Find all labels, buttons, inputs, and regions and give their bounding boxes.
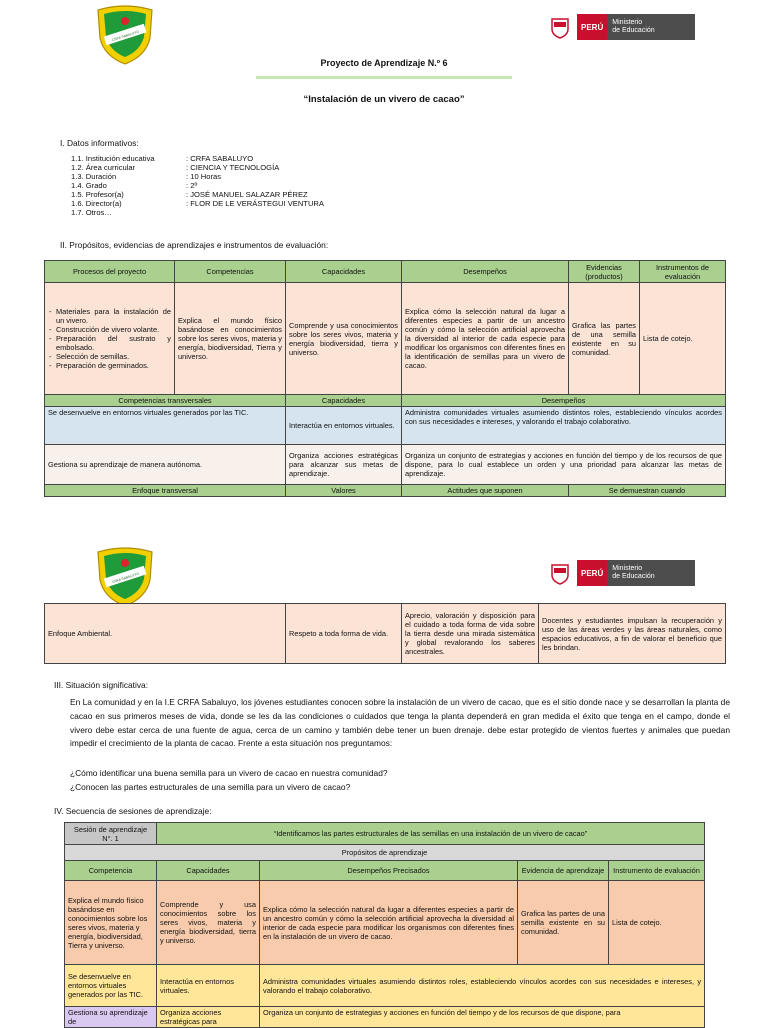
col-header: Competencias <box>175 261 286 283</box>
col-header: Desempeños Precisados <box>260 861 518 881</box>
school-crest-logo <box>92 546 158 608</box>
transversal-capacidad: Organiza acciones estratégicas para alcanzar sus metas de aprendizaje. <box>286 445 402 485</box>
enfoque-header: Se demuestran cuando <box>569 485 726 497</box>
sesion-competencia: Se desenvuelve en entornos virtuales generados por las TIC. <box>65 965 157 1007</box>
svg-text:CRFA SABALUYO: CRFA SABALUYO <box>111 571 140 585</box>
datos-value: : JOSÉ MANUEL SALAZAR PÉREZ <box>186 190 308 199</box>
datos-label: 1.4. Grado <box>71 181 107 190</box>
sesion-desempeno: Organiza un conjunto de estrategias y acciones en función del tiempo y de los recursos de que dispone, para <box>260 1007 705 1028</box>
session-label: Sesión de aprendizaje N°. 1 <box>65 823 157 845</box>
section4-heading: IV. Secuencia de sesiones de aprendizaje: <box>54 806 212 816</box>
col-header: Evidencia de aprendizaje <box>518 861 609 881</box>
sesion-capacidad: Comprende y usa conocimientos sobre los seres vivos, materia y energía biodiversidad, tierra y universo. <box>157 881 260 965</box>
transversal-header: Desempeños <box>402 395 726 407</box>
col-header: Evidencias (productos) <box>569 261 640 283</box>
project-subtitle: “Instalación de un vivero de cacao” <box>303 94 465 105</box>
enfoque-valor: Respeto a toda forma de vida. <box>286 604 402 664</box>
datos-row <box>71 190 371 199</box>
datos-row <box>71 163 371 172</box>
transversal-desempeno: Organiza un conjunto de estrategias y acciones en función del tiempo y de los recursos de que dispone, para lo cual establece un orden y una prioridad para alcanzar las metas de aprendizaje. <box>402 445 726 485</box>
sesion-evidencia: Grafica las partes de una semilla existente en su comunidad. <box>518 881 609 965</box>
enfoque-name: Enfoque Ambiental. <box>45 604 286 664</box>
enfoque-header: Enfoque transversal <box>45 485 286 497</box>
propositos-header: Propósitos de aprendizaje <box>65 845 705 861</box>
datos-row <box>71 208 371 217</box>
competencia-cell: Explica el mundo físico basándose en conocimientos sobre los seres vivos, materia y energía, biodiversidad, Tierra y universo. <box>175 283 286 395</box>
sesion-table <box>64 822 705 1028</box>
sesion-capacidad: Interactúa en entornos virtuales. <box>157 965 260 1007</box>
datos-value: : FLOR DE LE VERÁSTEGUI VENTURA <box>186 199 324 208</box>
question-2: ¿Conocen las partes estructurales de una semilla para un vivero de cacao? <box>70 782 351 792</box>
transversal-competencia: Gestiona su aprendizaje de manera autónoma. <box>45 445 286 485</box>
svg-text:CRFA SABALUYO: CRFA SABALUYO <box>111 29 140 43</box>
transversal-competencia: Se desenvuelve en entornos virtuales generados por las TIC. <box>45 407 286 445</box>
enfoque-header: Valores <box>286 485 402 497</box>
col-header: Capacidades <box>286 261 402 283</box>
question-1: ¿Cómo identificar una buena semilla para un vivero de cacao en nuestra comunidad? <box>70 768 388 778</box>
col-header: Capacidades <box>157 861 260 881</box>
sesion-instrumento: Lista de cotejo. <box>609 881 705 965</box>
section1-heading: I. Datos informativos: <box>60 138 139 148</box>
datos-label: 1.5. Profesor(a) <box>71 190 124 199</box>
col-header: Instrumentos de evaluación <box>640 261 726 283</box>
peru-label: PERÚ <box>577 14 607 40</box>
situacion-paragraph: En La comunidad y en la I.E CRFA Sabaluyo, los jóvenes estudiantes conocen sobre la instalación de un vivero de cacao, que es el sitio donde nace y se desarrollan la planta de cacao en sus primeros meses de vida, donde se les da las condiciones o cuidados que tenga la planta dependerá en gran medida el éxito que tenga en el campo, donde el vivero debe estar cerca de una fuente de agua, cerca de un camino y también debe tener un buen drenaje. debe estar protegido de vientos fuertes y animales que puedan impedir el crecimiento de la planta de cacao. Frente a esta situación nos preguntamos: <box>70 697 730 749</box>
datos-value: : CIENCIA Y TECNOLOGÍA <box>186 163 280 172</box>
transversal-desempeno: Administra comunidades virtuales asumiendo distintos roles, estableciendo vínculos acordes con sus necesidades e intereses, y valorando el trabajo colaborativo. <box>402 407 726 445</box>
col-header: Desempeños <box>402 261 569 283</box>
proposito-table <box>44 260 726 497</box>
evidencia-cell: Grafica las partes de una semilla existente en su comunidad. <box>569 283 640 395</box>
sesion-competencia: Gestiona su aprendizaje de <box>65 1007 157 1028</box>
sesion-competencia: Explica el mundo físico basándose en conocimientos sobre los seres vivos, materia y energía, biodiversidad, Tierra y universo. <box>65 881 157 965</box>
peru-shield-icon <box>549 15 571 39</box>
datos-row <box>71 181 371 190</box>
datos-value: : 10 Horas <box>186 172 222 181</box>
datos-list <box>71 154 371 217</box>
datos-value: : 2º <box>186 181 198 190</box>
session-title: “Identificamos las partes estructurales de las semillas en una instalación de un vivero de cacao” <box>157 823 705 845</box>
datos-row <box>71 154 371 163</box>
enfoque-demuestra: Docentes y estudiantes impulsan la recuperación y uso de las áreas verdes y las áreas naturales, como espacios educativos, a fin de valorar el beneficio que les brindan. <box>539 604 726 664</box>
enfoque-header: Actitudes que suponen <box>402 485 569 497</box>
project-title: Proyecto de Aprendizaje N.º 6 <box>320 58 448 68</box>
datos-label: 1.2. Área curricular <box>71 163 136 172</box>
sesion-capacidad: Organiza acciones estratégicas para <box>157 1007 260 1028</box>
datos-row <box>71 199 371 208</box>
peru-shield-icon <box>549 561 571 585</box>
section2-heading: II. Propósitos, evidencias de aprendizajes e instrumentos de evaluación: <box>60 240 329 250</box>
datos-label: 1.1. Institución educativa <box>71 154 155 163</box>
sesion-desempeno: Administra comunidades virtuales asumiendo distintos roles, estableciendo vínculos acordes con sus necesidades e intereses, y valorando el trabajo colaborativo. <box>260 965 705 1007</box>
school-crest-logo <box>92 4 158 66</box>
datos-row <box>71 172 371 181</box>
datos-label: 1.7. Otros… <box>71 208 112 217</box>
capacidades-cell: Comprende y usa conocimientos sobre los seres vivos, materia y energía biodiversidad, tierra y universo. <box>286 283 402 395</box>
desempeno-cell: Explica cómo la selección natural da lugar a diferentes especies a partir de un ancestro común y cómo la selección artificial aprovecha la diversidad al interior de cada especie para modificar los organismos con diferentes fines en la identificación de semillas para un vivero de cacao. <box>402 283 569 395</box>
transversal-header: Capacidades <box>286 395 402 407</box>
instrumento-cell: Lista de cotejo. <box>640 283 726 395</box>
minedu-logo <box>549 14 695 40</box>
peru-label: PERÚ <box>577 560 607 586</box>
title-underline <box>256 76 512 79</box>
datos-label: 1.3. Duración <box>71 172 117 181</box>
ministry-label: Ministerio de Educación <box>607 560 695 586</box>
enfoque-actitud: Aprecio, valoración y disposición para el cuidado a toda forma de vida sobre la tierra desde una mirada sistemática y global revalorando los saberes ancestrales. <box>402 604 539 664</box>
col-header: Procesos del proyecto <box>45 261 175 283</box>
datos-value: : CRFA SABALUYO <box>186 154 254 163</box>
section3-heading: III. Situación significativa: <box>54 680 149 690</box>
col-header: Instrumento de evaluación <box>609 861 705 881</box>
col-header: Competencia <box>65 861 157 881</box>
enfoque-table <box>44 603 726 664</box>
datos-label: 1.6. Director(a) <box>71 199 122 208</box>
transversal-header: Competencias transversales <box>45 395 286 407</box>
ministry-label: Ministerio de Educación <box>607 14 695 40</box>
procesos-cell: - Materiales para la instalación de un vivero. - Construcción de vivero volante. - Preparación del sustrato y embolsado. - Selección de semillas. - Preparación de germinados. <box>45 283 175 395</box>
sesion-desempeno: Explica cómo la selección natural da lugar a diferentes especies a partir de un ancestro común y cómo la selección artificial aprovecha la diversidad al interior de cada especie para modificar los organismos con diferentes fines en la instalación de un vivero de cacao. <box>260 881 518 965</box>
minedu-logo <box>549 560 695 586</box>
transversal-capacidad: Interactúa en entornos virtuales. <box>286 407 402 445</box>
